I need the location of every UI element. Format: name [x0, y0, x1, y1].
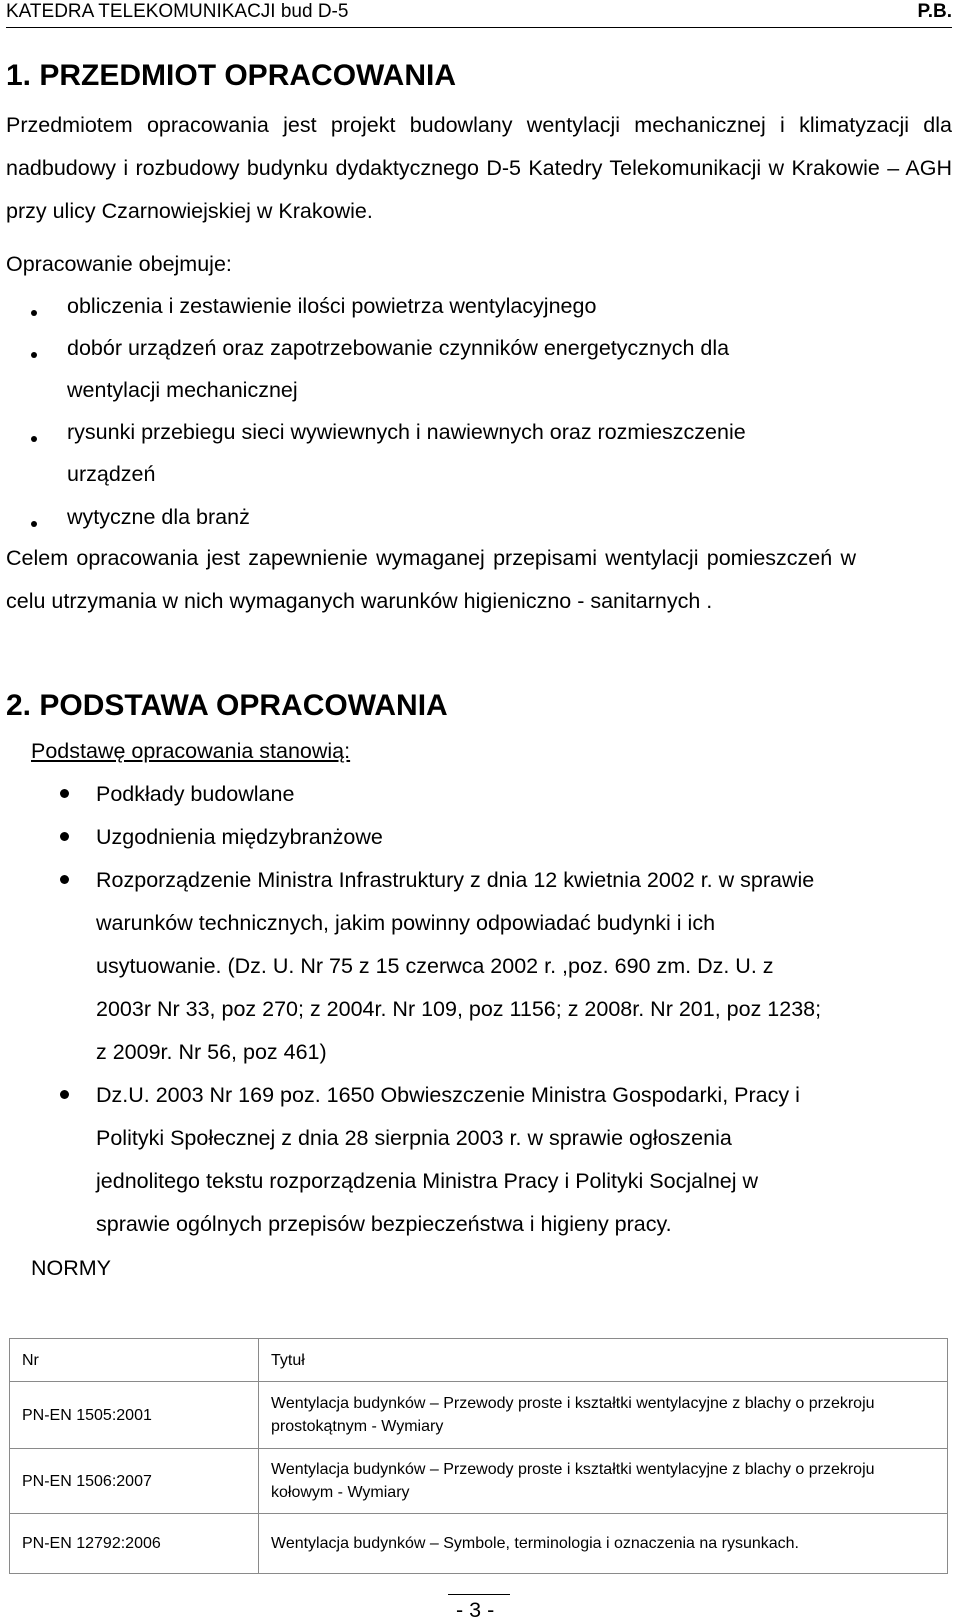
header-department: KATEDRA TELEKOMUNIKACJI bud D-5: [6, 1, 349, 22]
norm-number: PN-EN 1506:2007: [10, 1449, 259, 1514]
scope-item-2: dobór urządzeń oraz zapotrzebowanie czynników energetycznych dla: [67, 336, 730, 360]
scope-item-3-cont: urządzeń: [67, 462, 156, 486]
basis-item-1: Podkłady budowlane: [96, 782, 295, 806]
basis-item-4-cont: jednolitego tekstu rozporządzenia Ministra Pracy i Polityki Socjalnej w: [96, 1169, 759, 1193]
bullet-icon: [31, 310, 37, 316]
footer-divider: [448, 1594, 510, 1595]
norm-title: Wentylacja budynków – Przewody proste i kształtki wentylacyjne z blachy o przekroju kołowym - Wymiary: [259, 1449, 948, 1514]
table-row: [10, 1382, 948, 1449]
scope-item-1: obliczenia i zestawienie ilości powietrza wentylacyjnego: [67, 294, 597, 318]
norm-number: PN-EN 12792:2006: [10, 1514, 259, 1574]
page-header: [6, 0, 952, 28]
basis-item-3-cont: z 2009r. Nr 56, poz 461): [96, 1040, 327, 1064]
basis-label: Podstawę opracowania stanowią:: [31, 739, 351, 763]
section-1-heading: 1. PRZEDMIOT OPRACOWANIA: [6, 59, 457, 92]
basis-item-3-cont: 2003r Nr 33, poz 270; z 2004r. Nr 109, poz 1156; z 2008r. Nr 201, poz 1238;: [96, 997, 822, 1021]
bullet-icon: [31, 436, 37, 442]
basis-item-3-cont: usytuowanie. (Dz. U. Nr 75 z 15 czerwca 2002 r. ,poz. 690 zm. Dz. U. z: [96, 954, 774, 978]
bullet-icon: [60, 789, 69, 798]
basis-item-2: Uzgodnienia międzybranżowe: [96, 825, 383, 849]
column-header-title: Tytuł: [259, 1339, 948, 1382]
basis-item-4-cont: Polityki Społecznej z dnia 28 sierpnia 2003 r. w sprawie ogłoszenia: [96, 1126, 732, 1150]
section-2-heading: 2. PODSTAWA OPRACOWANIA: [6, 689, 448, 722]
section-1-goal: Celem opracowania jest zapewnienie wymaganej przepisami wentylacji pomieszczeń w celu utrzymania w nich wymaganych warunków higieniczno - sanitarnych .: [6, 546, 856, 613]
basis-item-3: Rozporządzenie Ministra Infrastruktury z dnia 12 kwietnia 2002 r. w sprawie: [96, 868, 815, 892]
norms-label: NORMY: [31, 1256, 112, 1280]
norm-title: Wentylacja budynków – Przewody proste i kształtki wentylacyjne z blachy o przekroju prostokątnym - Wymiary: [259, 1382, 948, 1449]
basis-item-4-cont: sprawie ogólnych przepisów bezpieczeństwa i higieny pracy.: [96, 1212, 672, 1236]
norms-table: [9, 1338, 948, 1574]
column-header-nr: Nr: [10, 1339, 259, 1382]
table-header-row: [10, 1339, 948, 1382]
scope-label: Opracowanie obejmuje:: [6, 252, 232, 276]
table-row: [10, 1514, 948, 1574]
bullet-icon: [31, 352, 37, 358]
bullet-icon: [60, 1090, 69, 1099]
basis-item-3-cont: warunków technicznych, jakim powinny odpowiadać budynki i ich: [96, 911, 716, 935]
basis-item-4: Dz.U. 2003 Nr 169 poz. 1650 Obwieszczenie Ministra Gospodarki, Pracy i: [96, 1083, 800, 1107]
table-row: [10, 1449, 948, 1514]
norm-title: Wentylacja budynków – Symbole, terminologia i oznaczenia na rysunkach.: [259, 1514, 948, 1574]
bullet-icon: [60, 875, 69, 884]
scope-item-3: rysunki przebiegu sieci wywiewnych i nawiewnych oraz rozmieszczenie: [67, 420, 746, 444]
bullet-icon: [31, 521, 37, 527]
norm-number: PN-EN 1505:2001: [10, 1382, 259, 1449]
bullet-icon: [60, 832, 69, 841]
scope-item-2-cont: wentylacji mechanicznej: [67, 378, 298, 402]
scope-item-4: wytyczne dla branż: [67, 505, 250, 529]
page-number: - 3 -: [456, 1598, 495, 1622]
header-doc-code: P.B.: [917, 1, 952, 22]
section-1-intro: Przedmiotem opracowania jest projekt budowlany wentylacji mechanicznej i klimatyzacji dla nadbudowy i rozbudowy budynku dydaktycznego D-5 Katedry Telekomunikacji w Krakowie – AGH przy ulicy Czarnowiejskiej w Krakowie.: [6, 113, 952, 223]
